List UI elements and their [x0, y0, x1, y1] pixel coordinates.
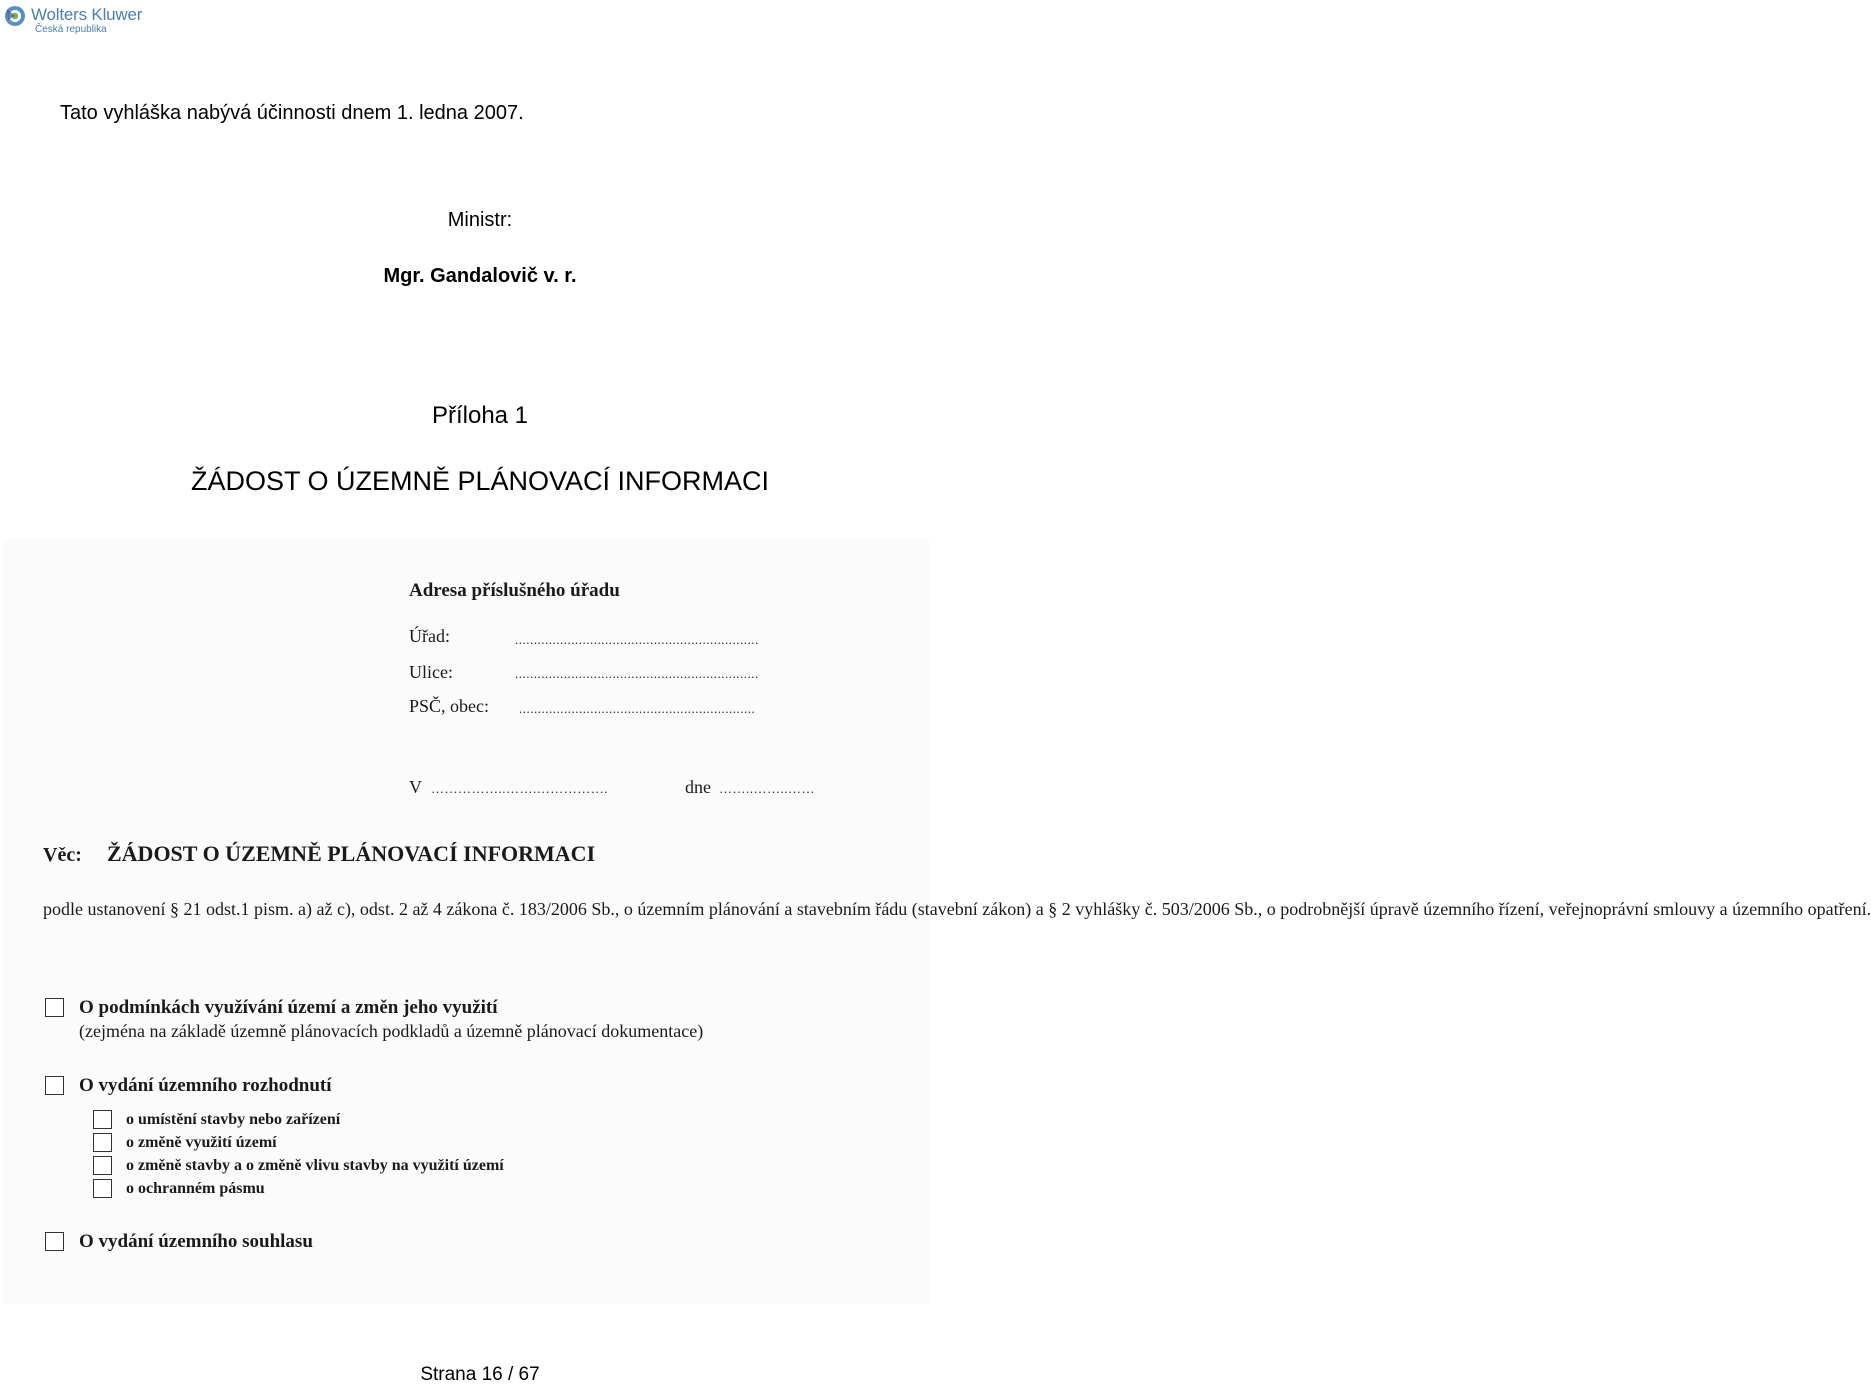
effective-date-text: Tato vyhláška nabývá účinnosti dnem 1. ledna 2007.: [60, 102, 524, 124]
option-zoning-decision-checkbox[interactable]: [45, 1076, 64, 1095]
sub-option-land-use-checkbox[interactable]: [93, 1133, 112, 1152]
zip-city-dots: ...............................................................: [519, 701, 756, 716]
annex-title: Příloha 1: [431, 402, 529, 429]
legal-basis-text: podle ustanovení § 21 odst.1 pism. a) až c), odst. 2 až 4 zákona č. 183/2006 Sb., o územním plánování a stavebním řádu (stavební zákon) a § 2 vyhlášky č. 503/2006 Sb., o podrobnější úpravě územního řízení, veřejnoprávní smlouvy a územního opatření.: [43, 899, 1871, 919]
page-number: Strana 16 / 67: [420, 1364, 540, 1385]
minister-name: Mgr. Gandalovič v. r.: [383, 265, 577, 287]
option-zoning-consent-checkbox[interactable]: [45, 1232, 64, 1251]
office-dots: .................................................................: [515, 632, 759, 647]
zip-city-label: PSČ, obec:: [409, 696, 490, 716]
street-label: Ulice:: [409, 662, 453, 682]
sub-option-land-use-label: o změně využití území: [126, 1134, 277, 1151]
minister-label: Ministr:: [447, 209, 513, 231]
option-zoning-decision-label: O vydání územního rozhodnutí: [79, 1075, 332, 1096]
logo-subtitle: Česká republika: [35, 24, 107, 35]
subject-label: Věc:: [43, 844, 82, 866]
annex-heading: ŽÁDOST O ÚZEMNĚ PLÁNOVACÍ INFORMACI: [190, 466, 770, 496]
option-conditions-checkbox[interactable]: [45, 998, 64, 1017]
option-zoning-consent-label: O vydání územního souhlasu: [79, 1231, 313, 1252]
office-label: Úřad:: [409, 626, 450, 646]
place-prefix: V: [409, 777, 422, 797]
subject-title: ŽÁDOST O ÚZEMNĚ PLÁNOVACÍ INFORMACI: [107, 841, 596, 866]
sub-option-building-change-label: o změně stavby a o změně vlivu stavby na využití území: [126, 1157, 504, 1174]
sub-option-placement-checkbox[interactable]: [93, 1110, 112, 1129]
publisher-logo: [2, 3, 152, 35]
application-form-scan: [3, 538, 1871, 1304]
sub-option-placement-label: o umístění stavby nebo zařízení: [126, 1111, 341, 1128]
sub-option-building-change-checkbox[interactable]: [93, 1156, 112, 1175]
street-dots: .................................................................: [515, 666, 759, 681]
sub-option-protection-zone-checkbox[interactable]: [93, 1179, 112, 1198]
option-conditions-note: (zejména na základě územně plánovacích podkladů a územně plánovací dokumentace): [79, 1021, 704, 1041]
address-section-title: Adresa příslušného úřadu: [409, 580, 620, 601]
option-conditions-label: O podmínkách využívání území a změn jeho využití: [79, 997, 498, 1018]
place-dots: ……………..…….…………….: [431, 781, 608, 796]
date-dots: ……..……..……: [719, 781, 815, 796]
logo-brand: Wolters Kluwer: [31, 5, 143, 24]
wolters-kluwer-logo-icon: [4, 5, 26, 27]
date-prefix: dne: [685, 777, 711, 797]
sub-option-protection-zone-label: o ochranném pásmu: [126, 1180, 265, 1197]
